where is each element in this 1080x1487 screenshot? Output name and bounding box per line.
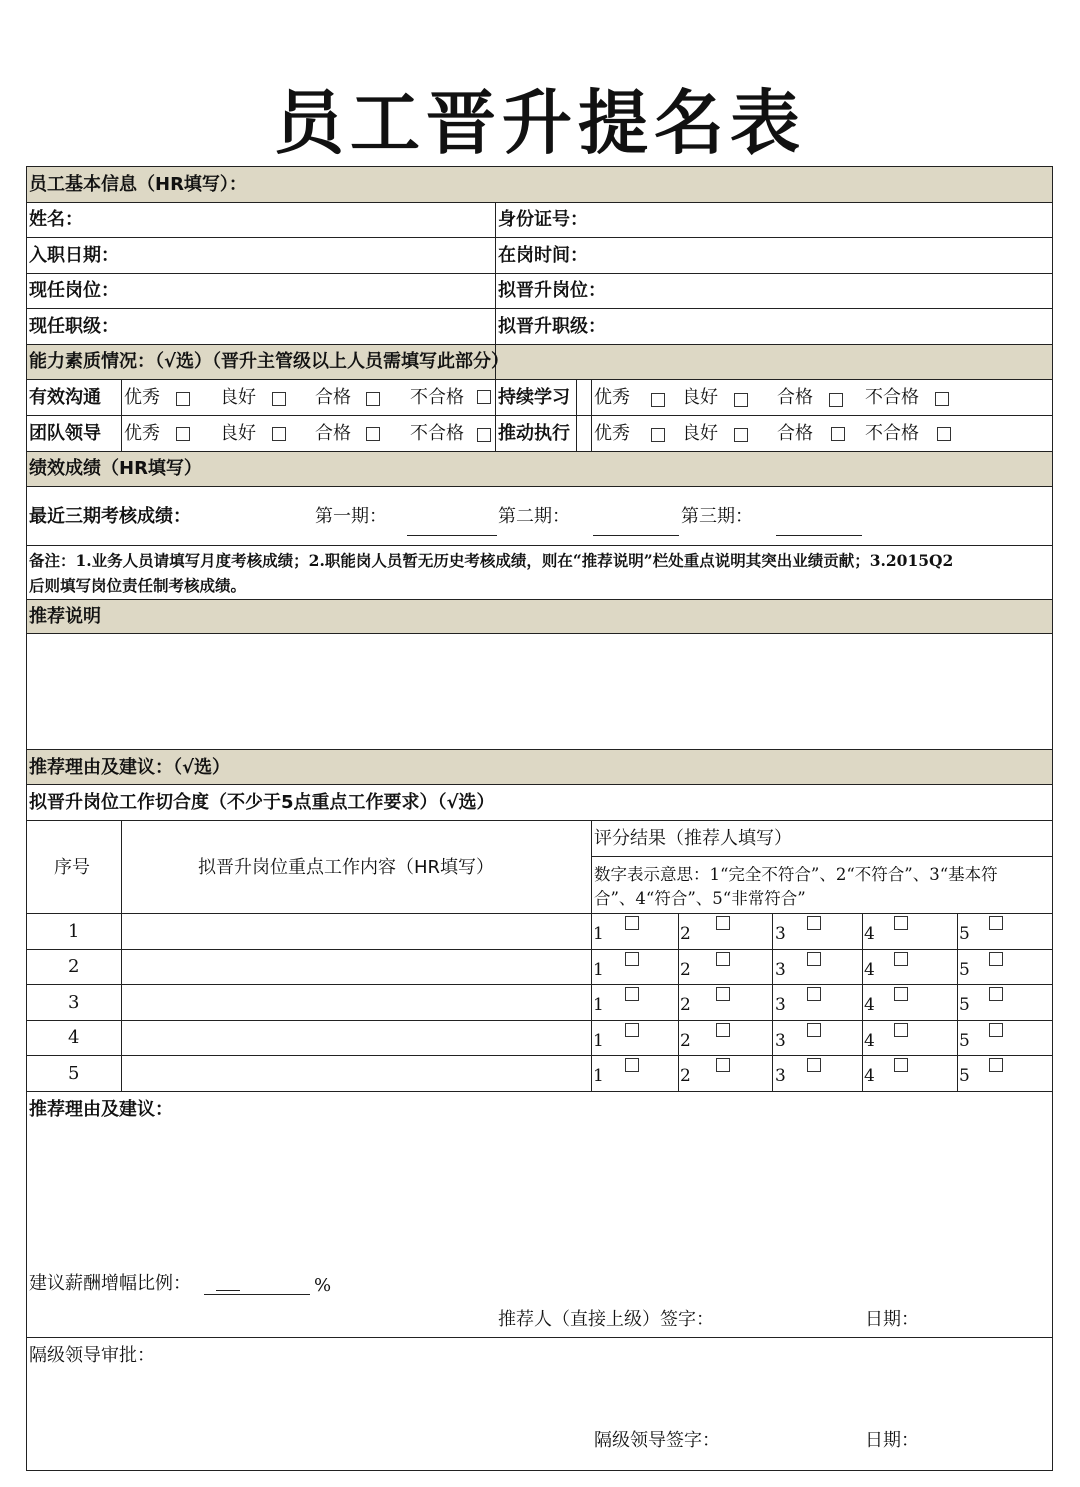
period-2-label: 第二期： [498,506,570,527]
score-option-label: 4 [864,924,875,944]
score-meaning-line1: 数字表示意思：1“完全不符合”、2“不符合”、3“基本符 [594,865,998,884]
period-3-field[interactable] [776,535,862,536]
score-option-label: 4 [864,995,875,1015]
period-2-field[interactable] [593,535,679,536]
current-post-label: 现任岗位： [29,280,119,301]
score-option-label: 5 [959,1066,970,1086]
ability-header: 能力素质情况：（√选）（晋升主管级以上人员需填写此部分） [29,351,510,372]
period-1-label: 第一期： [315,506,387,527]
checkbox[interactable] [176,427,190,441]
score-option-label: 3 [775,924,786,944]
score-option-label: 3 [775,995,786,1015]
score-option-label: 3 [775,960,786,980]
score-checkbox[interactable] [807,987,821,1001]
current-level-label: 现任职级： [29,316,119,337]
recent-scores-label: 最近三期考核成绩： [29,506,191,527]
period-1-field[interactable] [407,535,497,536]
option-label: 合格 [777,387,813,408]
option-label: 良好 [682,387,718,408]
score-checkbox[interactable] [989,1058,1003,1072]
score-option-label: 1 [593,995,604,1015]
score-checkbox[interactable] [807,916,821,930]
suggestion-area[interactable] [27,1128,1052,1268]
reason-header: 推荐理由及建议：（√选） [29,757,231,778]
recommend-desc-area[interactable] [27,635,1052,748]
score-checkbox[interactable] [716,1058,730,1072]
score-option-label: 5 [959,924,970,944]
option-label: 不合格 [410,423,464,444]
tenure-label: 在岗时间： [498,245,588,266]
score-checkbox[interactable] [807,952,821,966]
option-label: 合格 [315,423,351,444]
checkbox[interactable] [272,392,286,406]
score-checkbox[interactable] [989,987,1003,1001]
score-checkbox[interactable] [716,952,730,966]
option-label: 良好 [682,423,718,444]
score-checkbox[interactable] [625,987,639,1001]
option-label: 优秀 [594,387,630,408]
page-title: 员工晋升提名表 [274,82,806,164]
score-checkbox[interactable] [894,916,908,930]
score-option-label: 2 [680,995,691,1015]
id-number-label: 身份证号： [498,209,588,230]
row-index: 3 [68,992,80,1013]
checkbox[interactable] [176,392,190,406]
row-index: 2 [68,956,80,977]
target-post-label: 拟晋升岗位： [498,280,606,301]
score-option-label: 3 [775,1031,786,1051]
ability-item-learning: 持续学习 [498,387,570,408]
score-option-label: 2 [680,924,691,944]
basic-info-header: 员工基本信息（HR填写）： [29,174,247,195]
score-checkbox[interactable] [625,1023,639,1037]
score-checkbox[interactable] [625,916,639,930]
col-content-header: 拟晋升岗位重点工作内容（HR填写） [198,857,495,878]
score-option-label: 2 [680,1031,691,1051]
score-checkbox[interactable] [894,1023,908,1037]
score-checkbox[interactable] [716,987,730,1001]
score-checkbox[interactable] [894,987,908,1001]
score-checkbox[interactable] [989,916,1003,930]
performance-note-line1: 备注：1.业务人员请填写月度考核成绩；2.职能岗人员暂无历史考核成绩，则在“推荐说明”栏处重点说明其突出业绩贡献；3.2015Q2 [29,551,954,570]
score-checkbox[interactable] [716,916,730,930]
name-label: 姓名： [29,209,83,230]
checkbox[interactable] [734,428,748,442]
checkbox[interactable] [935,392,949,406]
checkbox[interactable] [831,427,845,441]
option-label: 良好 [220,423,256,444]
option-label: 不合格 [410,387,464,408]
score-option-label: 4 [864,1066,875,1086]
score-checkbox[interactable] [989,1023,1003,1037]
checkbox[interactable] [734,393,748,407]
approver-date-label: 日期： [865,1430,919,1451]
approval-area[interactable] [27,1372,1052,1422]
checkbox[interactable] [366,392,380,406]
percent-sign: % [314,1275,332,1296]
hire-date-label: 入职日期： [29,245,119,266]
row-index: 4 [68,1027,80,1048]
target-level-label: 拟晋升职级： [498,316,606,337]
score-checkbox[interactable] [807,1023,821,1037]
score-option-label: 3 [775,1066,786,1086]
checkbox[interactable] [937,427,951,441]
performance-note-line2: 后则填写岗位责任制考核成绩。 [29,576,247,595]
checkbox[interactable] [272,427,286,441]
ability-item-communication: 有效沟通 [29,387,101,408]
score-option-label: 4 [864,1031,875,1051]
salary-increase-field[interactable] [204,1294,310,1295]
option-label: 合格 [777,423,813,444]
option-label: 良好 [220,387,256,408]
ability-item-leadership: 团队领导 [29,423,101,444]
score-checkbox[interactable] [625,952,639,966]
approval-label: 隔级领导审批： [29,1345,155,1366]
performance-header: 绩效成绩（HR填写） [29,458,202,479]
period-3-label: 第三期： [681,506,753,527]
checkbox[interactable] [651,393,665,407]
score-option-label: 2 [680,960,691,980]
option-label: 优秀 [124,423,160,444]
ability-item-execution: 推动执行 [498,423,570,444]
row-index: 5 [68,1063,80,1084]
score-option-label: 4 [864,960,875,980]
score-checkbox[interactable] [894,1058,908,1072]
option-label: 合格 [315,387,351,408]
score-option-label: 1 [593,924,604,944]
score-checkbox[interactable] [807,1058,821,1072]
option-label: 不合格 [865,423,919,444]
salary-increase-label: 建议薪酬增幅比例： [29,1273,191,1294]
score-checkbox[interactable] [716,1023,730,1037]
score-option-label: 5 [959,995,970,1015]
score-checkbox[interactable] [894,952,908,966]
score-checkbox[interactable] [989,952,1003,966]
approver-sign-label: 隔级领导签字： [594,1430,720,1451]
row-index: 1 [68,921,80,942]
checkbox[interactable] [829,393,843,407]
salary-underline-mark [216,1290,240,1291]
score-option-label: 2 [680,1066,691,1086]
score-option-label: 1 [593,960,604,980]
checkbox[interactable] [477,390,491,404]
checkbox[interactable] [366,427,380,441]
recommend-desc-header: 推荐说明 [29,606,101,627]
option-label: 优秀 [124,387,160,408]
option-label: 不合格 [865,387,919,408]
suggestion-label: 推荐理由及建议： [29,1099,173,1120]
recommender-date-label: 日期： [865,1309,919,1330]
score-meaning-line2: 合”、4“符合”、5“非常符合” [594,889,806,908]
recommender-sign-label: 推荐人（直接上级）签字： [498,1309,714,1330]
score-option-label: 1 [593,1031,604,1051]
fit-label: 拟晋升岗位工作切合度（不少于5点重点工作要求）（√选） [29,792,495,813]
checkbox[interactable] [477,428,491,442]
option-label: 优秀 [594,423,630,444]
score-option-label: 5 [959,960,970,980]
score-option-label: 5 [959,1031,970,1051]
score-checkbox[interactable] [625,1058,639,1072]
col-index-header: 序号 [54,857,90,878]
section-band-recommend [27,599,1052,633]
checkbox[interactable] [651,428,665,442]
score-option-label: 1 [593,1066,604,1086]
col-score-header: 评分结果（推荐人填写） [594,828,792,849]
